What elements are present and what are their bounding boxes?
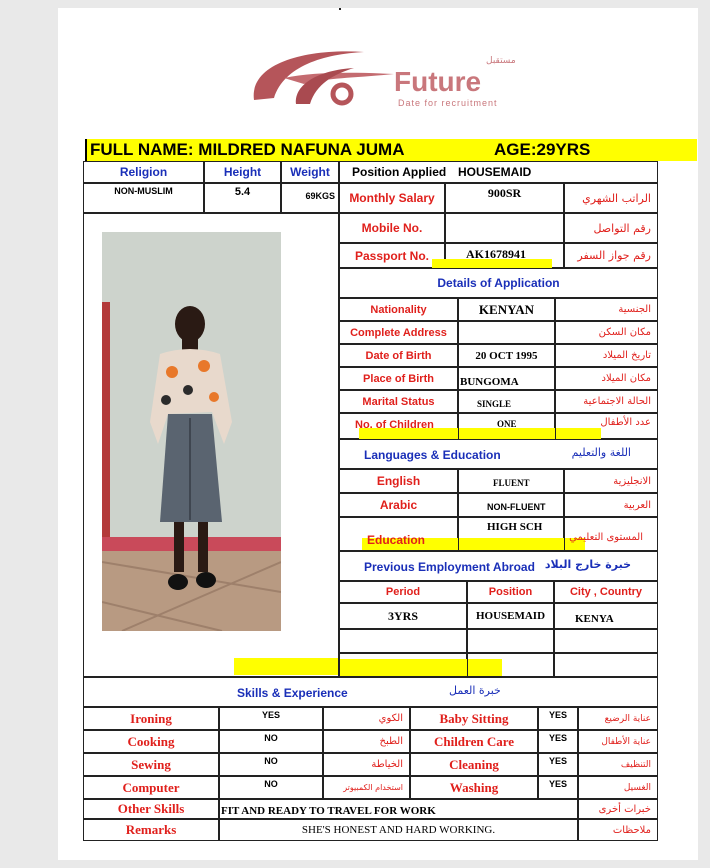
skill-label: Sewing (83, 753, 219, 776)
empty-cell (467, 629, 554, 653)
arabic-label: Arabic (339, 493, 458, 517)
weight-value: 69KGS (281, 183, 339, 213)
skill-label: Baby Sitting (410, 707, 538, 730)
skill-label: Children Care (410, 730, 538, 753)
logo-tagline: Date for recruitment (398, 98, 498, 108)
detail-label: Date of Birth (339, 344, 458, 367)
education-value: HIGH SCH (458, 517, 564, 551)
skill-label: Cleaning (410, 753, 538, 776)
skill-value: YES (538, 730, 578, 753)
education-ar: المستوى التعليمي (564, 517, 658, 551)
mobile-value (445, 213, 564, 243)
skill-value: YES (538, 776, 578, 799)
languages-title-ar: اللغة والتعليم (571, 446, 631, 459)
height-header: Height (204, 161, 281, 183)
skill-ar: استخدام الكمبيوتر (323, 776, 410, 799)
empty-cell (467, 653, 554, 677)
skills-table (83, 707, 658, 799)
mobile-label: Mobile No. (339, 213, 445, 243)
education-label: Education (339, 517, 458, 551)
logo-swoosh-icon (244, 44, 404, 110)
skill-value: NO (219, 730, 323, 753)
company-logo (244, 44, 534, 110)
languages-title-row (339, 439, 658, 469)
skill-label: Ironing (83, 707, 219, 730)
remarks-value: SHE'S HONEST AND HARD WORKING. (219, 819, 578, 841)
details-table (339, 298, 658, 439)
highlight-mark (468, 659, 502, 676)
empty-cell (554, 653, 658, 677)
period-header: Period (339, 581, 467, 603)
skill-value: NO (219, 753, 323, 776)
position-header: Position (467, 581, 554, 603)
detail-ar: الحالة الاجتماعية (555, 390, 658, 413)
salary-label: Monthly Salary (339, 183, 445, 213)
full-name: FULL NAME: MILDRED NAFUNA JUMA (90, 140, 405, 159)
detail-value: ONE (458, 413, 555, 439)
english-label: English (339, 469, 458, 493)
employment-title-row (339, 551, 658, 581)
detail-ar: تاريخ الميلاد (555, 344, 658, 367)
detail-ar: مكان الميلاد (555, 367, 658, 390)
mobile-ar: رقم التواصل (564, 213, 658, 243)
skills-title-ar: خبرة العمل (449, 684, 501, 697)
detail-label: Place of Birth (339, 367, 458, 390)
remarks-label: Remarks (83, 819, 219, 841)
weight-header: Weight (281, 161, 339, 183)
highlight-mark (340, 659, 468, 676)
skills-title-row (83, 677, 658, 707)
detail-label: No. of Children (339, 413, 458, 439)
remarks-ar: ملاحظات (578, 819, 658, 841)
name-header-bar (85, 139, 697, 161)
detail-value: SINGLE (458, 390, 555, 413)
detail-value: 20 OCT 1995 (458, 344, 555, 367)
passport-ar: رقم جواز السفر (564, 243, 658, 268)
position-applied-value: HOUSEMAID (458, 165, 532, 179)
passport-value: AK1678941 (466, 247, 526, 261)
person-photo-icon (102, 232, 281, 631)
empty-cell (339, 629, 467, 653)
detail-ar: مكان السكن (555, 321, 658, 344)
age: AGE:29YRS (494, 140, 591, 159)
passport-value-cell (445, 243, 564, 268)
english-value: FLUENT (458, 469, 564, 493)
detail-label: Marital Status (339, 390, 458, 413)
arabic-value: NON-FLUENT (458, 493, 564, 517)
highlight-mark (234, 658, 338, 675)
position-applied-row (339, 161, 658, 183)
skill-ar: الكوي (323, 707, 410, 730)
other-skills-ar: خبرات أخرى (578, 799, 658, 819)
english-ar: الانجليزية (564, 469, 658, 493)
skill-ar: عناية الرضيع (578, 707, 658, 730)
position-applied-label: Position Applied (352, 165, 447, 179)
employment-title-ar: خبرة خارج البلاد (544, 558, 631, 571)
skill-ar: الغسيل (578, 776, 658, 799)
skill-label: Computer (83, 776, 219, 799)
cv-sheet (58, 8, 698, 860)
details-title: Details of Application (339, 268, 658, 298)
empty-cell (339, 653, 467, 677)
detail-ar: الجنسية (555, 298, 658, 321)
logo-brand-text: Future (394, 66, 482, 97)
other-skills-value: FIT AND READY TO TRAVEL FOR WORK (219, 799, 578, 819)
religion-value: NON-MUSLIM (83, 183, 204, 213)
arabic-ar: العربية (564, 493, 658, 517)
skill-ar: التنظيف (578, 753, 658, 776)
languages-title: Languages & Education (364, 448, 501, 462)
skill-ar: الخياطة (323, 753, 410, 776)
salary-value: 900SR (445, 183, 564, 213)
detail-value: KENYAN (458, 298, 555, 321)
detail-ar: عدد الأطفال (555, 413, 658, 439)
other-skills-label: Other Skills (83, 799, 219, 819)
salary-ar: الراتب الشهري (564, 183, 658, 213)
skill-value: YES (219, 707, 323, 730)
skill-value: YES (538, 707, 578, 730)
highlight-mark (459, 428, 556, 439)
skill-ar: الطبخ (323, 730, 410, 753)
highlight-mark (459, 538, 565, 550)
height-value: 5.4 (204, 183, 281, 213)
period-value: 3YRS (339, 603, 467, 629)
skill-label: Washing (410, 776, 538, 799)
highlight-mark (556, 428, 601, 439)
empty-cell (554, 629, 658, 653)
detail-label: Complete Address (339, 321, 458, 344)
skill-ar: عناية الأطفال (578, 730, 658, 753)
logo-arabic-text: مستقبل (486, 56, 516, 66)
detail-value (458, 321, 555, 344)
candidate-photo (102, 232, 281, 631)
position-value: HOUSEMAID (467, 603, 554, 629)
religion-header: Religion (83, 161, 204, 183)
detail-label: Nationality (339, 298, 458, 321)
skill-value: NO (219, 776, 323, 799)
country-value: KENYA (554, 603, 658, 629)
country-header: City , Country (554, 581, 658, 603)
passport-label: Passport No. (339, 243, 445, 268)
skill-value: YES (538, 753, 578, 776)
skill-label: Cooking (83, 730, 219, 753)
detail-value: BUNGOMA (458, 367, 555, 390)
employment-title: Previous Employment Abroad (364, 560, 535, 574)
skills-title: Skills & Experience (237, 686, 348, 700)
